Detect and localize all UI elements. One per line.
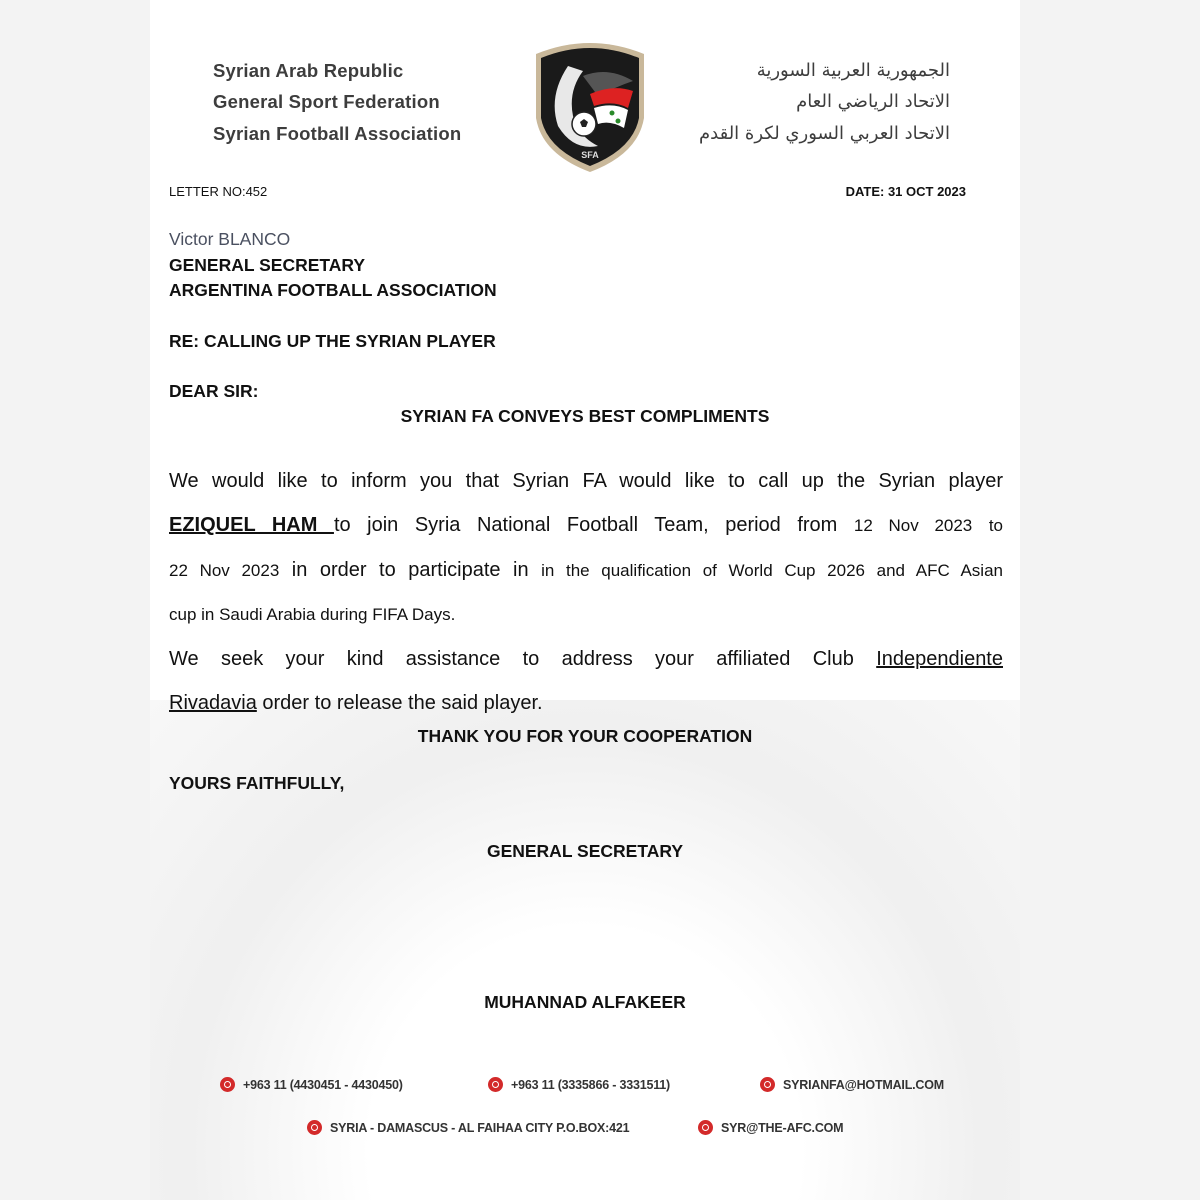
footer-address — [307, 1120, 629, 1135]
body-text: to join Syria National Football Team, period from — [333, 514, 838, 536]
body-line-6 — [169, 681, 1003, 725]
fax-icon — [488, 1077, 503, 1092]
footer-phone-1 — [220, 1077, 403, 1092]
address-text: SYRIA - DAMASCUS - AL FAIHAA CITY P.O.BOX:421 — [330, 1120, 630, 1135]
letter-date: DATE: 31 OCT 2023 — [845, 184, 966, 199]
location-icon — [307, 1120, 322, 1135]
email-text: SYR@THE-AFC.COM — [721, 1120, 844, 1135]
footer-email-1 — [760, 1077, 944, 1092]
signatory-title: GENERAL SECRETARY — [486, 841, 684, 861]
player-name: EZIQUEL HAM — [169, 514, 334, 536]
header-arabic-2: الاتحاد الرياضي العام — [796, 91, 950, 112]
web-icon — [698, 1120, 713, 1135]
salutation: DEAR SIR: — [169, 381, 259, 401]
body-paragraph-1 — [169, 459, 1003, 725]
body-text: in order to participate in — [291, 559, 529, 581]
body-text: order to release the said player. — [262, 692, 543, 714]
header-line-3: Syrian Football Association — [213, 123, 462, 144]
to-word: to — [988, 516, 1003, 535]
logo-text: SFA — [581, 150, 599, 160]
fax-text: +963 11 (3335866 - 3331511) — [511, 1077, 670, 1092]
footer-phone-2 — [488, 1077, 670, 1092]
recipient-name: Victor BLANCO — [169, 229, 291, 249]
club-name-part-2: Rivadavia — [169, 692, 257, 714]
recipient-title: GENERAL SECRETARY — [169, 255, 366, 275]
closing: YOURS FAITHFULLY, — [169, 773, 345, 793]
body-line-5 — [169, 637, 1003, 681]
header-line-1: Syrian Arab Republic — [213, 60, 404, 81]
body-line-1: We would like to inform you that Syrian FA would like to call up the Syrian player — [169, 470, 1003, 492]
thanks-line: THANK YOU FOR YOUR COOPERATION — [417, 726, 753, 746]
compliments: SYRIAN FA CONVEYS BEST COMPLIMENTS — [400, 406, 770, 426]
header-arabic-3: الاتحاد العربي السوري لكرة القدم — [699, 123, 950, 144]
email-text: SYRIANFA@HOTMAIL.COM — [783, 1077, 944, 1092]
header-line-2: General Sport Federation — [213, 91, 440, 112]
body-line-4: cup in Saudi Arabia during FIFA Days. — [169, 605, 456, 624]
email-icon — [760, 1077, 775, 1092]
date-from: 12 Nov 2023 — [853, 516, 973, 535]
sfa-logo — [528, 36, 652, 174]
club-name-part-1: Independiente — [876, 648, 1003, 670]
recipient-org: ARGENTINA FOOTBALL ASSOCIATION — [169, 280, 497, 300]
body-text: We seek your kind assistance to address your affiliated Club — [169, 648, 854, 670]
subject-line: RE: CALLING UP THE SYRIAN PLAYER — [169, 331, 496, 351]
letter-number: LETTER NO:452 — [169, 184, 268, 199]
phone-text: +963 11 (4430451 - 4430450) — [243, 1077, 403, 1092]
body-line-3 — [169, 548, 1003, 593]
body-text: in the qualification of World Cup 2026 and AFC Asian — [541, 561, 1003, 580]
body-line-2 — [169, 503, 1003, 548]
phone-icon — [220, 1077, 235, 1092]
header-arabic-1: الجمهورية العربية السورية — [756, 60, 950, 81]
date-to: 22 Nov 2023 — [169, 561, 280, 580]
footer-email-2 — [698, 1120, 843, 1135]
signatory-name: MUHANNAD ALFAKEER — [484, 992, 686, 1012]
